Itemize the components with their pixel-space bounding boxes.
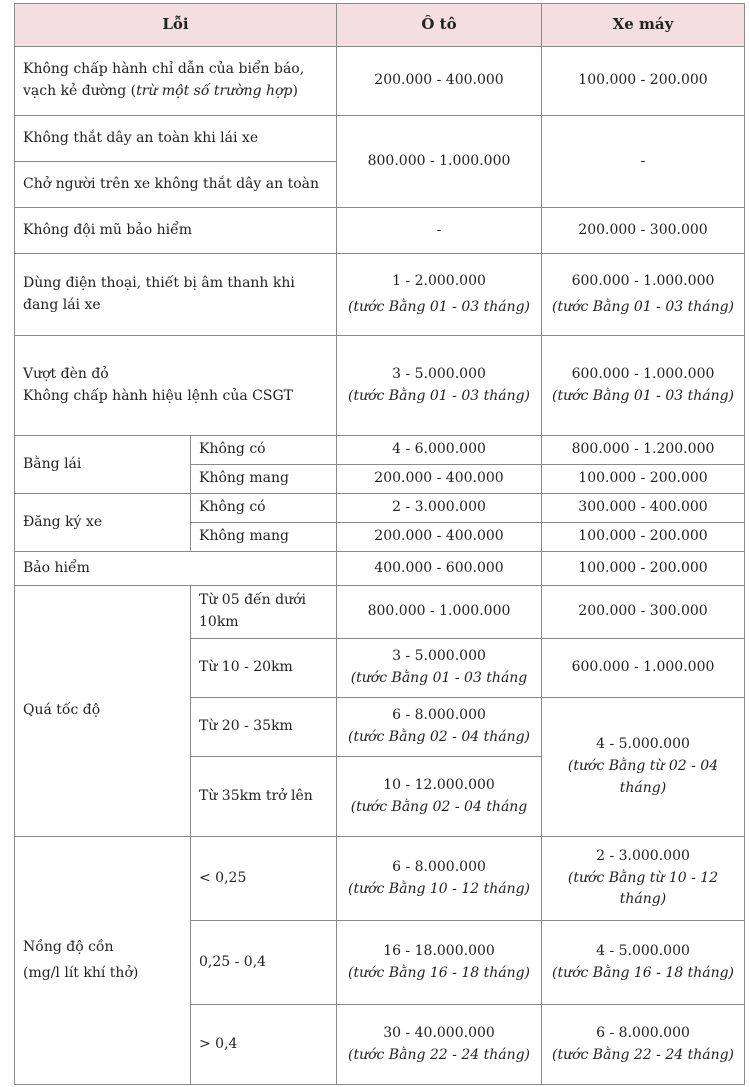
motorbike-license-suspension: (tước Bằng từ 10 - 12 tháng) — [567, 869, 719, 908]
car-fine — [337, 698, 542, 757]
motorbike-license-suspension: (tước Bằng 22 - 24 tháng) — [551, 1046, 735, 1063]
table-row — [15, 208, 745, 254]
motorbike-license-suspension: (tước Bằng 01 - 03 tháng) — [551, 387, 735, 404]
car-license-suspension: (tước Bằng 02 - 04 tháng — [350, 798, 528, 815]
motorbike-fine: - — [542, 116, 745, 208]
header-car: Ô tô — [337, 4, 542, 47]
violation-label: Dùng điện thoại, thiết bị âm thanh khi đang lái xe — [15, 254, 337, 336]
car-fine — [337, 254, 542, 336]
table-row — [15, 494, 745, 523]
motorbike-fine: 800.000 - 1.200.000 — [542, 436, 745, 465]
sub-label: 0,25 - 0,4 — [191, 921, 337, 1005]
header-motorbike: Xe máy — [542, 4, 745, 47]
car-fine — [337, 757, 542, 837]
header-violation: Lỗi — [15, 4, 337, 47]
car-license-suspension: (tước Bằng 02 - 04 tháng) — [347, 729, 531, 745]
table-row — [15, 586, 745, 639]
motorbike-license-suspension: (tước Bằng 16 - 18 tháng) — [551, 964, 735, 981]
car-license-suspension: (tước Bằng 01 - 03 tháng — [350, 670, 528, 686]
car-fine-amount: 30 - 40.000.000 — [383, 1024, 495, 1041]
car-fine: 4 - 6.000.000 — [337, 436, 542, 465]
motorbike-fine: 100.000 - 200.000 — [542, 47, 745, 116]
car-fine — [337, 1005, 542, 1085]
car-fine: 400.000 - 600.000 — [337, 552, 542, 586]
motorbike-fine — [542, 254, 745, 336]
motorbike-fine — [542, 921, 745, 1005]
motorbike-fine — [542, 698, 745, 837]
sub-label: Từ 20 - 35km — [191, 698, 337, 757]
motorbike-fine — [542, 837, 745, 921]
motorbike-fine: 200.000 - 300.000 — [542, 208, 745, 254]
motorbike-license-suspension: (tước Bằng 01 - 03 tháng) — [551, 298, 735, 315]
category-label: Bằng lái — [15, 436, 191, 494]
sub-label: > 0,4 — [191, 1005, 337, 1085]
sub-label: Từ 10 - 20km — [191, 639, 337, 698]
category-label: Quá tốc độ — [15, 586, 191, 837]
car-license-suspension: (tước Bằng 22 - 24 tháng) — [347, 1046, 531, 1063]
car-fine-amount: 10 - 12.000.000 — [383, 776, 495, 793]
car-fine: - — [337, 208, 542, 254]
motorbike-fine: 100.000 - 200.000 — [542, 552, 745, 586]
car-fine: 200.000 - 400.000 — [337, 47, 542, 116]
violation-label: Vượt đèn đỏ Không chấp hành hiệu lệnh của CSGT — [15, 336, 337, 436]
motorbike-fine: 200.000 - 300.000 — [542, 586, 745, 639]
motorbike-fine-amount: 600.000 - 1.000.000 — [571, 272, 715, 289]
violation-label: Không thắt dây an toàn khi lái xe — [15, 116, 337, 162]
motorbike-fine-amount: 6 - 8.000.000 — [596, 1024, 690, 1041]
car-fine-amount: 3 - 5.000.000 — [392, 365, 486, 382]
car-license-suspension: (tước Bằng 01 - 03 tháng) — [347, 298, 531, 315]
motorbike-fine: 100.000 - 200.000 — [542, 465, 745, 494]
category-label: Đăng ký xe — [15, 494, 191, 552]
car-license-suspension: (tước Bằng 16 - 18 tháng) — [347, 964, 531, 981]
car-fine: 800.000 - 1.000.000 — [337, 116, 542, 208]
car-fine-amount: 16 - 18.000.000 — [383, 942, 495, 959]
sub-label: Không mang — [191, 523, 337, 552]
sub-label: Từ 35km trở lên — [191, 757, 337, 837]
car-fine-amount: 1 - 2.000.000 — [392, 272, 486, 289]
motorbike-fine-amount: 4 - 5.000.000 — [596, 942, 690, 959]
sub-label: < 0,25 — [191, 837, 337, 921]
car-fine-amount: 6 - 8.000.000 — [392, 707, 486, 724]
car-license-suspension: (tước Bằng 01 - 03 tháng) — [347, 387, 531, 404]
category-label: Nồng độ cồn (mg/l lít khí thở) — [15, 837, 191, 1085]
car-fine — [337, 837, 542, 921]
car-fine: 200.000 - 400.000 — [337, 523, 542, 552]
table-row — [15, 116, 745, 162]
motorbike-fine-amount: 4 - 5.000.000 — [596, 736, 690, 753]
car-fine-amount: 6 - 8.000.000 — [392, 858, 486, 875]
car-fine — [337, 921, 542, 1005]
violation-label: Không chấp hành chỉ dẫn của biển báo, vạch kẻ đường (trừ một số trường hợp) — [15, 47, 337, 116]
car-fine-amount: 3 - 5.000.000 — [392, 648, 486, 665]
car-fine: 200.000 - 400.000 — [337, 465, 542, 494]
table-row — [15, 47, 745, 116]
car-fine — [337, 639, 542, 698]
table-row — [15, 837, 745, 921]
table-row — [15, 254, 745, 336]
motorbike-fine: 300.000 - 400.000 — [542, 494, 745, 523]
motorbike-fine: 100.000 - 200.000 — [542, 523, 745, 552]
fines-table — [14, 3, 745, 1085]
sub-label: Từ 05 đến dưới 10km — [191, 586, 337, 639]
violation-label: Chở người trên xe không thắt dây an toàn — [15, 162, 337, 208]
car-fine: 800.000 - 1.000.000 — [337, 586, 542, 639]
motorbike-fine-amount: 600.000 - 1.000.000 — [571, 365, 715, 382]
car-fine: 2 - 3.000.000 — [337, 494, 542, 523]
sub-label: Không có — [191, 494, 337, 523]
table-row — [15, 436, 745, 465]
violation-label: Không đội mũ bảo hiểm — [15, 208, 337, 254]
table-row — [15, 552, 745, 586]
motorbike-license-suspension: (tước Bằng từ 02 - 04 tháng) — [567, 758, 719, 796]
car-license-suspension: (tước Bằng 10 - 12 tháng) — [347, 880, 531, 897]
sub-label: Không có — [191, 436, 337, 465]
header-row — [15, 4, 745, 47]
category-label: Bảo hiểm — [15, 552, 337, 586]
sub-label: Không mang — [191, 465, 337, 494]
table-row — [15, 336, 745, 436]
motorbike-fine-amount: 2 - 3.000.000 — [596, 847, 690, 864]
motorbike-fine — [542, 1005, 745, 1085]
car-fine — [337, 336, 542, 436]
motorbike-fine: 600.000 - 1.000.000 — [542, 639, 745, 698]
motorbike-fine — [542, 336, 745, 436]
